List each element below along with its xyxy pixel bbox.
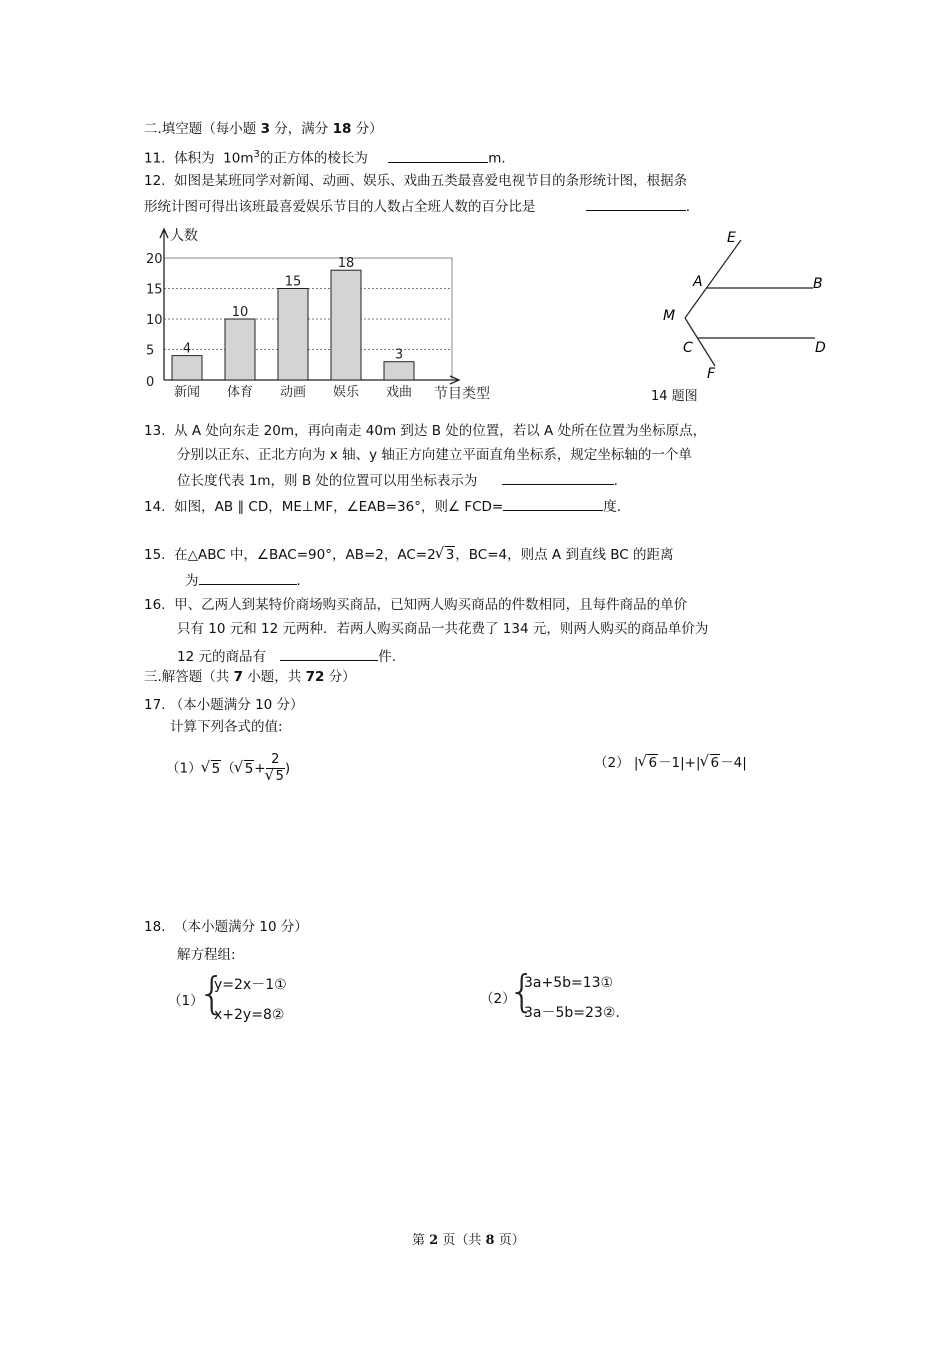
bar-value-label: 3 (394, 347, 404, 363)
label-c: C (683, 340, 693, 356)
figure-14 (655, 226, 845, 386)
bar (225, 319, 255, 380)
y-tick-label: 5 (146, 343, 155, 359)
label-f: F (707, 366, 716, 382)
question-17-part-2: （2） |√ 6－1|+|√ 6－4| (594, 754, 747, 772)
brace-1: { (198, 968, 226, 1019)
bar-value-label: 4 (182, 341, 192, 357)
question-13-line-3: 位长度代表 1m，则 B 处的位置可以用坐标表示为 . (177, 470, 618, 490)
bar-chart (140, 222, 520, 402)
category-label: 动画 (279, 385, 307, 400)
page-footer: 第 2 页（共 8 页） (412, 1233, 525, 1248)
section-3-title: 三.解答题（共 7 小题，共 72 分） (144, 669, 356, 685)
y-tick-label: 20 (146, 252, 163, 267)
question-13-line-1: 13. 从 A 处向东走 20m，再向南走 40m 到达 B 处的位置，若以 A 处所在位置为坐标原点， (144, 423, 707, 439)
question-12-line-1: 12. 如图是某班同学对新闻、动画、娱乐、戏曲五类最喜爱电视节目的条形统计图，根据条 (144, 173, 688, 189)
label-a: A (693, 274, 703, 290)
question-18-part-2-label: （2） (480, 991, 516, 1007)
question-12-line-2: 形统计图可得出该班最喜爱娱乐节目的人数占全班人数的百分比是 . (144, 196, 690, 216)
question-17-instruction: 计算下列各式的值: (170, 719, 283, 735)
answer-blank-11[interactable] (388, 148, 488, 163)
question-18-head: 18. （本小题满分 10 分） (144, 919, 308, 935)
x-axis-label: 节目类型 (434, 386, 490, 402)
question-15-line-2: 为 . (185, 570, 301, 590)
figure-14-caption: 14 题图 (651, 389, 698, 404)
question-18-part-1-label: （1） (168, 993, 204, 1009)
answer-blank-12[interactable] (586, 196, 686, 211)
category-label: 体育 (226, 385, 254, 400)
question-16-line-3: 12 元的商品有 件. (177, 646, 396, 666)
section-2-title: 二.填空题（每小题 3 分，满分 18 分） (144, 121, 383, 137)
bar-value-label: 15 (284, 274, 302, 290)
question-11: 11. 体积为 $10m^3$的正方体的棱长为 m. (144, 149, 506, 167)
brace-2: { (508, 966, 536, 1017)
bar (278, 289, 308, 381)
y-tick-label: 15 (146, 282, 163, 298)
category-label: 新闻 (173, 385, 201, 400)
bar (384, 362, 414, 380)
question-16-line-1: 16. 甲、乙两人到某特价商场购买商品，已知两人购买商品的件数相同，且每件商品的单价 (144, 597, 688, 613)
fraction: 2 √ 5 (266, 752, 285, 785)
bar (172, 356, 202, 380)
question-16-line-2: 只有 10 元和 12 元两种．若两人购买商品一共花费了 134 元，则两人购买的商品单价为 (177, 621, 709, 637)
question-17-part-1: （1）√ 5（√ 5+ 2 √ 5 ) (166, 752, 290, 785)
equation-1b: x+2y=8② (214, 1007, 285, 1023)
label-b: B (813, 276, 823, 292)
question-15-line-1: 15. 在△ABC 中，∠BAC=90°，AB=2，AC=2√ 3，BC=4，则点 A 到直线 BC 的距离 (144, 546, 673, 564)
equation-2a: 3a+5b=13① (524, 975, 614, 991)
answer-blank-13[interactable] (502, 470, 614, 485)
equation-2b: 3a－5b=23②. (524, 1005, 620, 1021)
y-tick-label: 0 (146, 375, 155, 390)
y-tick-label: 10 (146, 313, 163, 328)
bar-value-label: 18 (337, 256, 355, 272)
question-13-line-2: 分别以正东、正北方向为 x 轴、y 轴正方向建立平面直角坐标系，规定坐标轴的一个单 (177, 447, 692, 463)
label-m: M (663, 308, 676, 324)
question-14: 14. 如图，AB ∥ CD，ME⊥MF，∠EAB=36°，则∠ FCD= 度. (144, 496, 621, 516)
question-18-instruction: 解方程组: (177, 947, 236, 963)
equation-1a: y=2x－1① (214, 977, 287, 993)
category-label: 戏曲 (385, 385, 413, 400)
answer-blank-14[interactable] (503, 496, 603, 511)
bar (331, 270, 361, 380)
answer-blank-15[interactable] (199, 570, 297, 585)
category-label: 娱乐 (332, 385, 360, 400)
question-17-head: 17. （本小题满分 10 分） (144, 697, 304, 713)
label-d: D (815, 340, 826, 356)
sqrt-3: √ 3 (436, 546, 456, 564)
bar-value-label: 10 (231, 305, 249, 320)
label-e: E (727, 230, 736, 246)
y-axis-label: 人数 (170, 228, 198, 244)
answer-blank-16[interactable] (280, 646, 378, 661)
